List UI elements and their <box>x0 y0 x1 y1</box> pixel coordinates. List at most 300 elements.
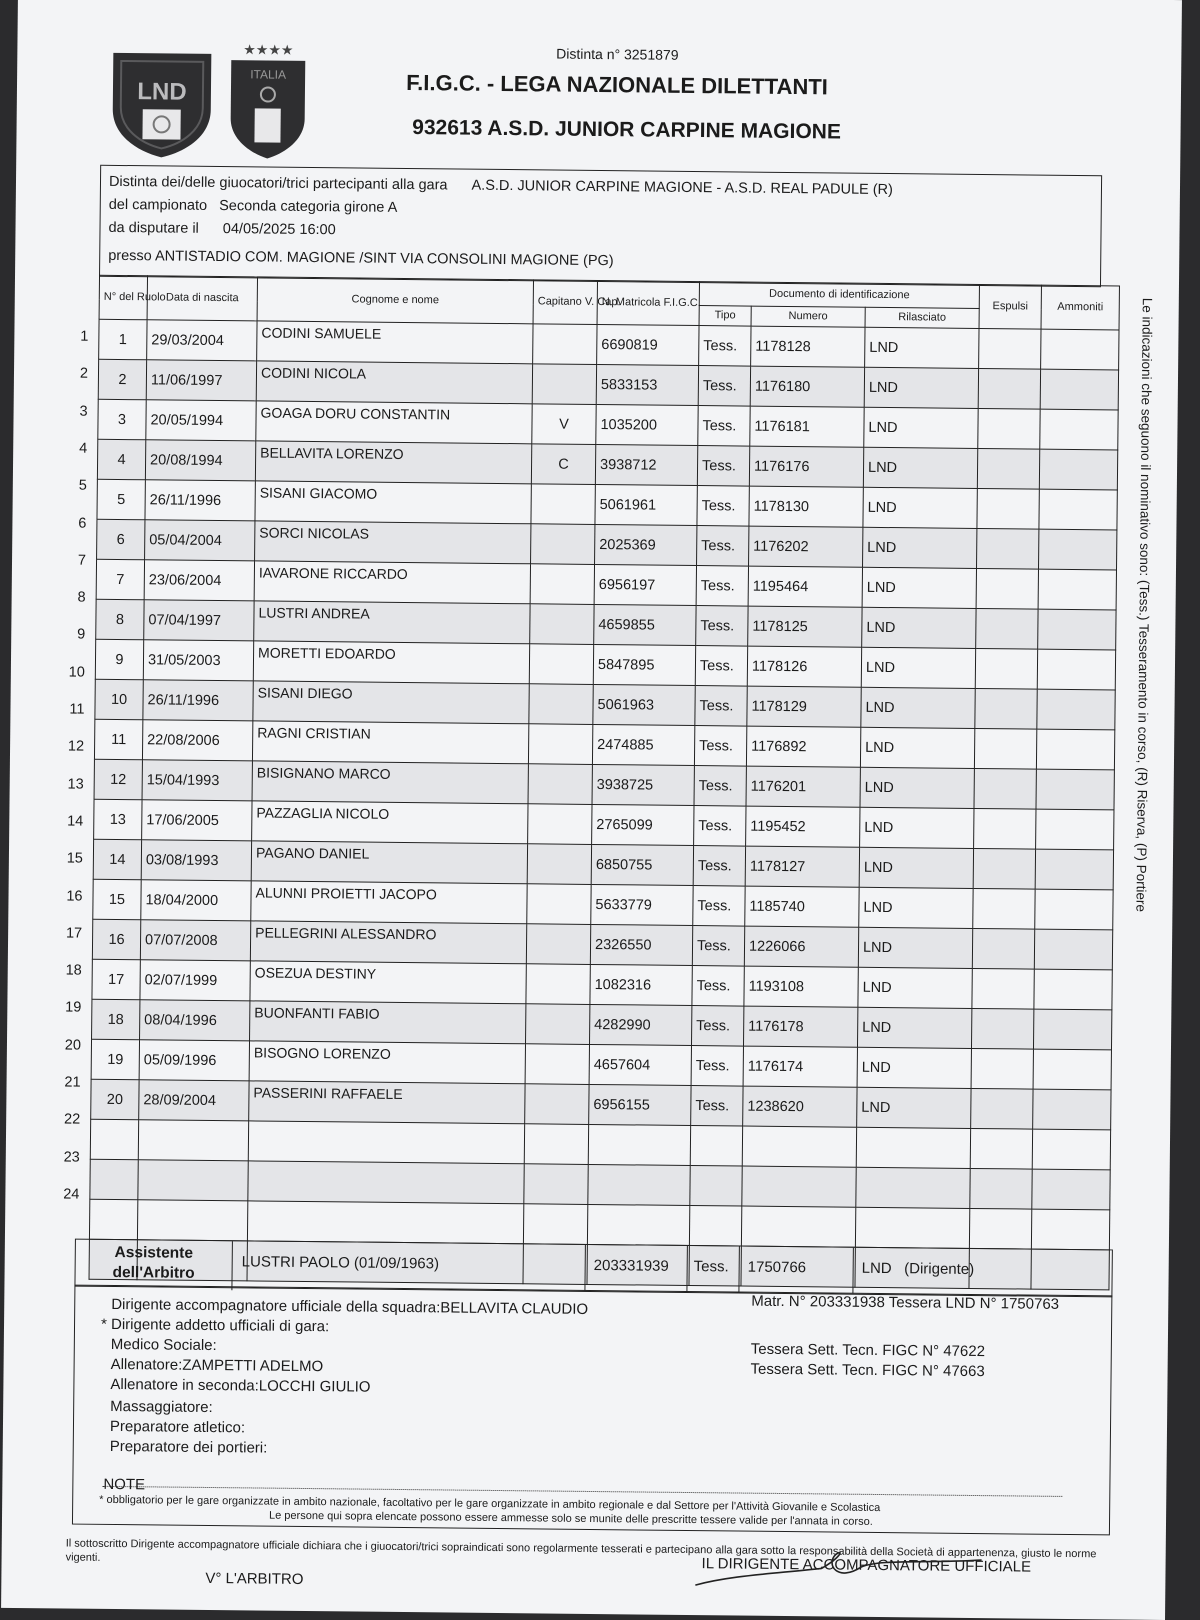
player-matricola: 1082316 <box>590 964 692 1005</box>
match-line <box>109 174 893 198</box>
player-tipo: Tess. <box>694 766 746 807</box>
dirigente-label: Dirigente accompagnatore ufficiale della squadra: <box>111 1296 440 1316</box>
player-espulsi <box>972 928 1034 969</box>
player-numero: 1176176 <box>749 446 863 487</box>
player-birth: 07/04/1997 <box>144 600 254 641</box>
player-matricola: 5061961 <box>595 484 697 525</box>
player-espulsi <box>971 1008 1033 1049</box>
signature-dirigente: IL DIRIGENTE ACCOMPAGNATORE UFFICIALE <box>701 1555 1031 1575</box>
row-number: 5 <box>63 478 87 494</box>
player-ammoniti <box>1040 369 1118 410</box>
player-captain <box>533 324 597 365</box>
svg-text:★★★★: ★★★★ <box>243 41 293 58</box>
header-name: Cognome e nome <box>257 277 533 324</box>
player-ammoniti <box>1033 1089 1111 1130</box>
player-birth: 18/04/2000 <box>141 880 251 921</box>
player-rilasciato: LND <box>857 1007 971 1048</box>
player-birth: 26/11/1996 <box>145 480 255 521</box>
footnote-dichiarazione: Il sottoscritto Dirigente accompagnatore ufficiale dichiara che i giuocatori/trici sopraindicati sono regolarmente tesserati e partecipano alla gara sotto la responsabilità della Società di appartenenza, giusto le norme vigenti. <box>66 1536 1116 1575</box>
player-ammoniti <box>1039 449 1117 490</box>
player-numero: 1176178 <box>743 1006 857 1047</box>
players-body <box>89 319 1119 1290</box>
player-tipo <box>690 1166 742 1207</box>
assistant-matricola: 203331939 <box>585 1245 687 1292</box>
player-espulsi <box>975 648 1037 689</box>
player-espulsi <box>978 408 1040 449</box>
assistant-rilasciato: LND (Dirigente) <box>862 1260 975 1278</box>
player-espulsi <box>977 528 1039 569</box>
player-captain: V <box>532 404 596 445</box>
venue-line <box>108 248 614 269</box>
allenatore-value: ZAMPETTI ADELMO <box>182 1357 323 1375</box>
player-role <box>90 1119 138 1160</box>
player-captain <box>525 1044 589 1085</box>
player-role: 7 <box>96 559 144 600</box>
player-tipo: Tess. <box>691 1006 743 1047</box>
row-number: 16 <box>58 888 82 904</box>
player-numero <box>742 1166 856 1207</box>
player-numero: 1178129 <box>747 686 861 727</box>
player-matricola: 5833153 <box>596 364 698 405</box>
player-ammoniti <box>1037 689 1115 730</box>
player-tipo: Tess. <box>693 846 745 887</box>
player-espulsi <box>973 848 1035 889</box>
venue-value: ANTISTADIO COM. MAGIONE /SINT VIA CONSOLINI MAGIONE (PG) <box>155 248 614 269</box>
row-number: 7 <box>62 552 86 568</box>
championship-value: Seconda categoria girone A <box>219 198 397 216</box>
player-numero: 1238620 <box>743 1086 857 1127</box>
row-number: 20 <box>57 1037 81 1053</box>
player-espulsi <box>970 1128 1032 1169</box>
player-birth: 26/11/1996 <box>143 680 253 721</box>
player-espulsi <box>975 688 1037 729</box>
player-rilasciato: LND <box>857 1087 971 1128</box>
player-birth: 20/08/1994 <box>145 440 255 481</box>
player-rilasciato: LND <box>862 607 976 648</box>
assistant-numero: 1750766 <box>739 1247 853 1294</box>
player-matricola: 3938712 <box>595 444 697 485</box>
player-name: OSEZUA DESTINY <box>250 961 526 1004</box>
assistant-name: LUSTRI PAOLO (01/09/1963) <box>233 1241 585 1291</box>
player-ammoniti <box>1038 609 1116 650</box>
preparatore-portieri: Preparatore dei portieri: <box>110 1438 268 1457</box>
match-label: Distinta dei/delle giuocatori/trici partecipanti alla gara <box>109 174 448 194</box>
player-captain <box>531 484 595 525</box>
date-value: 04/05/2025 16:00 <box>223 221 336 238</box>
player-birth: 03/08/1993 <box>141 840 251 881</box>
player-espulsi <box>976 608 1038 649</box>
player-captain <box>526 1004 590 1045</box>
dirigente-addetto: * Dirigente addetto ufficiali di gara: <box>101 1316 329 1335</box>
row-number: 18 <box>58 962 82 978</box>
footnote-persone: Le persone qui sopra elencate possono essere ammesse solo se munite delle prescritte tessere valide per l'annata in corso. <box>269 1510 873 1528</box>
dirigente-value: BELLAVITA CLAUDIO <box>440 1299 588 1318</box>
player-numero: 1193108 <box>744 966 858 1007</box>
player-birth: 05/09/1996 <box>139 1040 249 1081</box>
document-sheet <box>1 0 1182 1620</box>
row-number: 24 <box>55 1186 79 1202</box>
row-number: 17 <box>58 925 82 941</box>
player-birth <box>138 1160 248 1201</box>
player-name: ALUNNI PROIETTI JACOPO <box>251 881 527 924</box>
assistant-tipo: Tess. <box>687 1246 739 1293</box>
player-rilasciato: LND <box>865 327 979 368</box>
header-role: N° del Ruolo <box>99 275 147 320</box>
lnd-logo-text: LND <box>137 78 187 106</box>
player-matricola: 4282990 <box>589 1004 691 1045</box>
player-captain <box>525 1084 589 1125</box>
player-numero: 1178130 <box>749 486 863 527</box>
seconda-tessera: Tessera Sett. Tecn. FIGC N° 47663 <box>751 1361 985 1380</box>
player-numero: 1176181 <box>750 406 864 447</box>
championship-label: del campionato <box>109 197 208 214</box>
player-captain: C <box>531 444 595 485</box>
date-line <box>108 220 335 238</box>
player-numero: 1185740 <box>745 886 859 927</box>
row-number: 3 <box>64 403 88 419</box>
player-name: GOAGA DORU CONSTANTIN <box>256 401 532 444</box>
row-number: 9 <box>61 627 85 643</box>
player-matricola: 2765099 <box>592 804 694 845</box>
club-title: 932613 A.S.D. JUNIOR CARPINE MAGIONE <box>316 115 936 145</box>
player-rilasciato: LND <box>860 767 974 808</box>
match-info-box <box>99 165 1102 287</box>
player-numero: 1195464 <box>748 566 862 607</box>
footnote-obbligatorio: * obbligatorio per le gare organizzate in ambito nazionale, facoltativo per le gare organizzate in ambito regionale e dal Settore per l'Attività Giovanile e Scolastica <box>99 1494 880 1514</box>
player-ammoniti <box>1033 1009 1111 1050</box>
player-ammoniti <box>1034 929 1112 970</box>
player-tipo: Tess. <box>691 1046 743 1087</box>
player-tipo: Tess. <box>692 926 744 967</box>
player-ammoniti <box>1036 809 1114 850</box>
player-name <box>247 1201 523 1244</box>
player-tipo: Tess. <box>698 366 750 407</box>
handwritten-signature <box>691 1545 992 1598</box>
player-matricola: 2474885 <box>592 724 694 765</box>
player-role <box>90 1159 138 1200</box>
player-role: 12 <box>94 759 142 800</box>
player-rilasciato: LND <box>863 447 977 488</box>
note-label: NOTE <box>103 1476 145 1493</box>
player-role: 19 <box>91 1039 139 1080</box>
header-numero: Numero <box>751 306 865 327</box>
venue-label: presso <box>108 248 152 264</box>
player-captain <box>528 764 592 805</box>
player-captain <box>523 1204 587 1245</box>
player-role: 8 <box>96 599 144 640</box>
player-tipo: Tess. <box>691 1086 743 1127</box>
player-espulsi <box>970 1168 1032 1209</box>
match-teams: A.S.D. JUNIOR CARPINE MAGIONE - A.S.D. REAL PADULE (R) <box>471 178 893 198</box>
player-ammoniti <box>1033 1049 1111 1090</box>
player-numero: 1176180 <box>750 366 864 407</box>
player-rilasciato: LND <box>861 687 975 728</box>
player-matricola: 5633779 <box>591 884 693 925</box>
player-ammoniti <box>1039 529 1117 570</box>
player-birth: 29/03/2004 <box>147 320 257 361</box>
player-captain <box>528 724 592 765</box>
player-ammoniti <box>1041 329 1119 370</box>
player-role: 3 <box>98 399 146 440</box>
player-role: 18 <box>92 999 140 1040</box>
player-rilasciato <box>856 1127 970 1168</box>
allenatore-line <box>111 1356 324 1375</box>
player-tipo: Tess. <box>692 966 744 1007</box>
player-captain <box>524 1164 588 1205</box>
player-captain <box>528 804 592 845</box>
player-matricola: 6956155 <box>589 1084 691 1125</box>
player-ammoniti <box>1035 849 1113 890</box>
player-role: 20 <box>91 1079 139 1120</box>
player-role: 17 <box>92 959 140 1000</box>
player-birth: 31/05/2003 <box>143 640 253 681</box>
player-matricola <box>588 1164 690 1205</box>
player-ammoniti <box>1040 409 1118 450</box>
player-matricola <box>588 1124 690 1165</box>
medico-sociale: Medico Sociale: <box>111 1336 217 1354</box>
player-tipo: Tess. <box>698 406 750 447</box>
header-ammoniti: Ammoniti <box>1041 285 1119 330</box>
players-table <box>89 275 1120 1291</box>
player-captain <box>524 1124 588 1165</box>
row-number: 4 <box>63 440 87 456</box>
seconda-value: LOCCHI GIULIO <box>259 1378 371 1396</box>
player-matricola: 4659855 <box>594 604 696 645</box>
row-number: 23 <box>56 1149 80 1165</box>
row-number: 15 <box>59 851 83 867</box>
player-matricola: 5847895 <box>593 644 695 685</box>
player-matricola: 4657604 <box>589 1044 691 1085</box>
signature-arbitro: V° L'ARBITRO <box>205 1570 303 1588</box>
player-role: 14 <box>93 839 141 880</box>
player-tipo <box>689 1206 741 1247</box>
row-number: 2 <box>64 366 88 382</box>
player-captain <box>527 884 591 925</box>
player-captain <box>529 644 593 685</box>
player-name <box>248 1161 524 1204</box>
header-rilasciato: Rilasciato <box>865 307 979 328</box>
row-number: 14 <box>59 813 83 829</box>
player-tipo: Tess. <box>695 646 747 687</box>
preparatore-atletico: Preparatore atletico: <box>110 1418 245 1436</box>
player-rilasciato: LND <box>860 727 974 768</box>
row-number: 21 <box>56 1074 80 1090</box>
player-espulsi <box>969 1208 1031 1249</box>
player-role: 11 <box>94 719 142 760</box>
player-role: 15 <box>93 879 141 920</box>
player-captain <box>532 364 596 405</box>
header-captain: Capitano V. Cap. <box>533 280 597 325</box>
player-espulsi <box>974 728 1036 769</box>
player-rilasciato: LND <box>861 647 975 688</box>
header-document: Documento di identificazione <box>699 282 979 309</box>
player-matricola: 5061963 <box>593 684 695 725</box>
player-role <box>89 1199 137 1240</box>
seconda-label: Allenatore in seconda: <box>110 1376 259 1395</box>
italia-logo-text: ITALIA <box>250 67 286 81</box>
player-name: SORCI NICOLAS <box>255 521 531 564</box>
player-matricola: 1035200 <box>596 404 698 445</box>
player-tipo: Tess. <box>697 526 749 567</box>
player-name: LUSTRI ANDREA <box>254 601 530 644</box>
player-numero: 1176174 <box>743 1046 857 1087</box>
player-tipo: Tess. <box>696 566 748 607</box>
player-matricola: 6956197 <box>594 564 696 605</box>
header-matricola: N. Matricola F.I.G.C. <box>597 280 699 325</box>
row-number: 12 <box>60 739 84 755</box>
player-birth: 15/04/1993 <box>142 760 252 801</box>
player-rilasciato: LND <box>857 1047 971 1088</box>
player-espulsi <box>974 768 1036 809</box>
player-name: PELLEGRINI ALESSANDRO <box>250 921 526 964</box>
player-numero <box>742 1126 856 1167</box>
player-rilasciato: LND <box>858 967 972 1008</box>
player-tipo: Tess. <box>694 806 746 847</box>
player-birth: 22/08/2006 <box>142 720 252 761</box>
player-matricola <box>587 1204 689 1245</box>
player-tipo: Tess. <box>699 326 751 367</box>
player-numero <box>741 1206 855 1247</box>
player-birth <box>138 1120 248 1161</box>
player-ammoniti <box>1039 489 1117 530</box>
player-name: PAZZAGLIA NICOLO <box>252 801 528 844</box>
row-number: 13 <box>60 776 84 792</box>
player-ammoniti <box>1031 1209 1109 1250</box>
player-role: 1 <box>99 319 147 360</box>
player-espulsi <box>971 1048 1033 1089</box>
player-espulsi <box>972 968 1034 1009</box>
header-espulsi: Espulsi <box>979 284 1041 329</box>
player-name: MORETTI EDOARDO <box>253 641 529 684</box>
player-numero: 1178127 <box>745 846 859 887</box>
player-name: BUONFANTI FABIO <box>250 1001 526 1044</box>
player-tipo: Tess. <box>697 446 749 487</box>
lnd-logo <box>108 47 215 160</box>
row-number: 8 <box>62 589 86 605</box>
allenatore-label: Allenatore: <box>111 1356 183 1374</box>
allenatore-tessera: Tessera Sett. Tecn. FIGC N° 47622 <box>751 1341 985 1360</box>
player-role: 4 <box>97 439 145 480</box>
player-espulsi <box>977 448 1039 489</box>
player-espulsi <box>979 328 1041 369</box>
header-tipo: Tipo <box>699 306 751 327</box>
player-birth: 08/04/1996 <box>140 1000 250 1041</box>
player-tipo: Tess. <box>696 606 748 647</box>
player-rilasciato: LND <box>863 527 977 568</box>
player-birth: 02/07/1999 <box>140 960 250 1001</box>
player-matricola: 2025369 <box>595 524 697 565</box>
player-espulsi <box>973 888 1035 929</box>
assistant-label: Assistente dell'Arbitro <box>75 1240 233 1291</box>
player-tipo: Tess. <box>693 886 745 927</box>
player-rilasciato: LND <box>862 567 976 608</box>
player-captain <box>526 964 590 1005</box>
row-number: 10 <box>61 664 85 680</box>
player-ammoniti <box>1035 889 1113 930</box>
player-numero: 1178128 <box>751 326 865 367</box>
player-rilasciato: LND <box>863 487 977 528</box>
player-role: 9 <box>95 639 143 680</box>
player-role: 10 <box>95 679 143 720</box>
player-birth: 07/07/2008 <box>140 920 250 961</box>
player-name: RAGNI CRISTIAN <box>252 721 528 764</box>
player-ammoniti <box>1036 729 1114 770</box>
player-tipo <box>690 1126 742 1167</box>
player-matricola: 3938725 <box>592 764 694 805</box>
player-ammoniti <box>1036 769 1114 810</box>
player-tipo: Tess. <box>695 686 747 727</box>
player-rilasciato: LND <box>860 807 974 848</box>
side-legend: Le indicazioni che seguono il nominativo sono: (Tess.) Tesseramento in corso, (R) Riserva, (P) Portiere <box>1133 298 1155 988</box>
player-numero: 1195452 <box>746 806 860 847</box>
player-name: PAGANO DANIEL <box>251 841 527 884</box>
player-rilasciato: LND <box>859 887 973 928</box>
player-name <box>248 1121 524 1164</box>
player-matricola: 6690819 <box>597 324 699 365</box>
row-number: 11 <box>60 701 84 717</box>
player-matricola: 2326550 <box>590 924 692 965</box>
player-name: PASSERINI RAFFAELE <box>249 1081 525 1124</box>
player-espulsi <box>974 808 1036 849</box>
player-name: SISANI GIACOMO <box>255 481 531 524</box>
massaggiatore: Massaggiatore: <box>110 1398 213 1416</box>
player-birth: 28/09/2004 <box>139 1080 249 1121</box>
player-numero: 1178126 <box>747 646 861 687</box>
player-captain <box>529 684 593 725</box>
player-role: 16 <box>92 919 140 960</box>
player-espulsi <box>978 368 1040 409</box>
player-rilasciato: LND <box>864 367 978 408</box>
player-name: CODINI SAMUELE <box>257 321 533 364</box>
player-tipo: Tess. <box>697 486 749 527</box>
player-birth: 05/04/2004 <box>145 520 255 561</box>
player-captain <box>530 564 594 605</box>
player-birth: 17/06/2005 <box>142 800 252 841</box>
player-espulsi <box>971 1088 1033 1129</box>
date-label: da disputare il <box>108 220 198 237</box>
player-captain <box>527 844 591 885</box>
player-ammoniti <box>1032 1169 1110 1210</box>
player-ammoniti <box>1037 649 1115 690</box>
row-number: 1 <box>64 328 88 344</box>
row-number: 6 <box>62 515 86 531</box>
player-numero: 1176202 <box>749 526 863 567</box>
header-birth: Data di nascita <box>147 276 257 321</box>
player-rilasciato <box>855 1207 969 1248</box>
player-rilasciato: LND <box>858 927 972 968</box>
player-numero: 1226066 <box>744 926 858 967</box>
championship-line <box>109 197 398 216</box>
player-rilasciato <box>856 1167 970 1208</box>
player-captain <box>531 524 595 565</box>
organization-title: F.I.G.C. - LEGA NAZIONALE DILETTANTI <box>357 69 877 100</box>
staff-box <box>72 1285 1112 1536</box>
player-matricola: 6850755 <box>591 844 693 885</box>
player-birth: 11/06/1997 <box>146 360 256 401</box>
player-role: 2 <box>98 359 146 400</box>
player-numero: 1176892 <box>746 726 860 767</box>
player-numero: 1176201 <box>746 766 860 807</box>
dirigente-line <box>111 1296 588 1318</box>
player-ammoniti <box>1032 1129 1110 1170</box>
player-name: SISANI DIEGO <box>253 681 529 724</box>
player-espulsi <box>976 568 1038 609</box>
row-number: 22 <box>56 1112 80 1128</box>
player-ammoniti <box>1038 569 1116 610</box>
italia-logo <box>224 40 311 163</box>
player-name: BISOGNO LORENZO <box>249 1041 525 1084</box>
player-rilasciato: LND <box>859 847 973 888</box>
